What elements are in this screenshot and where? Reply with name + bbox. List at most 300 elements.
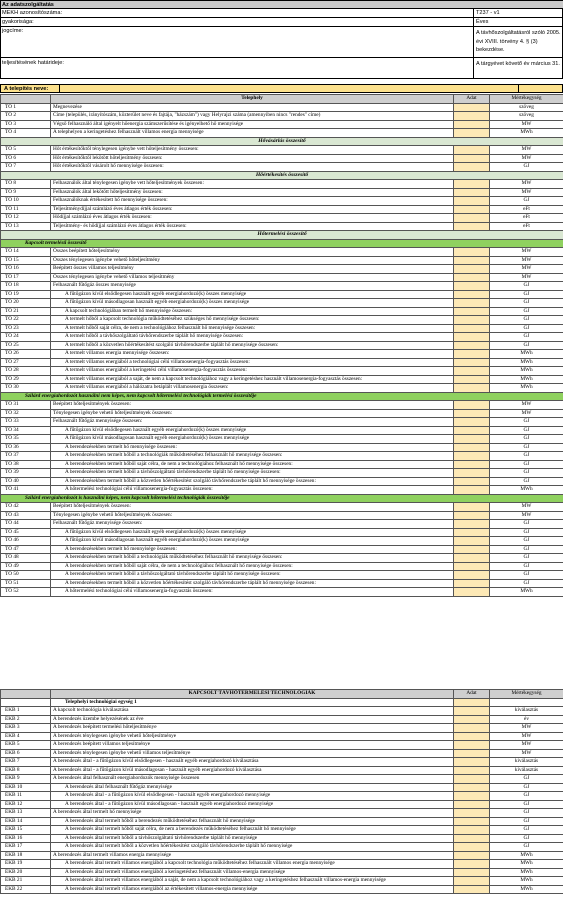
table-row — [1, 817, 563, 826]
row-description: A fűtőgázon kívül elsődlegesen használt egyéb energiahordozó(k) összes mennyisége — [51, 290, 454, 299]
table-row — [1, 112, 563, 121]
row-unit: MWh — [490, 860, 563, 869]
header-label: gyakorisága: — [2, 19, 34, 25]
row-description: A berendezésekben termelt hőből a közvetlen hőértékesítést szolgáló távhőrendszerbe táplált hő mennyisége összesen: — [51, 579, 454, 588]
row-description: A berendezés által termelt hőből a távhőszolgáltató távhőrendszerbe táplált hő mennyisége — [51, 834, 454, 843]
row-code: TÖ 37 — [1, 452, 51, 461]
column-header-title: KAPCSOLT TÁVHŐTERMELÉSI TECHNOLÓGIÁK — [51, 690, 454, 699]
row-unit: GJ — [490, 520, 563, 529]
row-unit: MW — [490, 120, 563, 129]
row-unit: GJ — [490, 460, 563, 469]
row-code: TÖ 30 — [1, 384, 51, 393]
table-row — [1, 163, 563, 172]
subsection-title: Kapcsolt termelésű összesítő — [1, 239, 563, 248]
row-unit: MW — [490, 732, 563, 741]
row-code: TÖ 16 — [1, 265, 51, 274]
row-unit: GJ — [490, 783, 563, 792]
table-row — [1, 180, 563, 189]
row-unit: MW — [490, 273, 563, 282]
row-unit: GJ — [490, 537, 563, 546]
row-data-input[interactable] — [454, 418, 490, 427]
row-data-input[interactable] — [454, 401, 490, 410]
row-data-input[interactable] — [454, 273, 490, 282]
row-description: Felhasználóknak értékesített hő mennyisége összesen: — [51, 197, 454, 206]
row-code: TÖ 22 — [1, 316, 51, 325]
table-row — [1, 783, 563, 792]
table-row — [1, 843, 563, 852]
row-description: Hőt értékesítőktől lekötött hőteljesítmény összesen: — [51, 154, 454, 163]
row-data-input[interactable] — [454, 426, 490, 435]
row-description: A termelt villamos energia mennyisége összesen: — [51, 350, 454, 359]
table-row — [1, 528, 563, 537]
row-data-input[interactable] — [454, 749, 490, 758]
row-data-input[interactable] — [454, 868, 490, 877]
row-code: TÖ 3 — [1, 120, 51, 129]
row-code: TÖ 6 — [1, 154, 51, 163]
row-description: A fűtőgázon kívül másodlagosan használt egyéb energiahordozó(k) összes mennyisége — [51, 299, 454, 308]
row-unit: MW — [490, 248, 563, 257]
row-data-input[interactable] — [454, 877, 490, 886]
row-description: A kapcsolt technológiában termelt hő mennyisége összesen: — [51, 307, 454, 316]
row-description: A termelt villamos energiából a technológiai célú villamosenergia-fogyasztás összesen: — [51, 358, 454, 367]
row-description: A fűtőgázon kívül elsődlegesen használt egyéb energiahordozó(k) összes mennyisége — [51, 426, 454, 435]
section-title: Hővásárlás összesítő — [1, 137, 563, 146]
row-data-input[interactable] — [454, 826, 490, 835]
row-code: TÖ 25 — [1, 341, 51, 350]
row-data-input[interactable] — [454, 452, 490, 461]
row-description: A berendezés által termelt hőből saját célra, de nem a berendezés működtetéséhez felhasznált hő mennyisége — [51, 826, 454, 835]
table-row — [1, 426, 563, 435]
table-row — [1, 188, 563, 197]
row-unit: GJ — [490, 562, 563, 571]
row-unit: GJ — [490, 163, 563, 172]
row-data-input[interactable] — [454, 324, 490, 333]
row-data-input[interactable] — [454, 809, 490, 818]
row-code: ÉKB 3 — [1, 724, 51, 733]
row-unit: MW — [490, 724, 563, 733]
table-row — [1, 545, 563, 554]
row-data-input[interactable] — [454, 843, 490, 852]
row-code: TÖ 52 — [1, 588, 51, 597]
row-description: Felhasznált fűtőgáz mennyisége összesen: — [51, 418, 454, 427]
row-code: TÖ 27 — [1, 358, 51, 367]
row-unit: MW — [490, 503, 563, 512]
row-unit: GJ — [490, 435, 563, 444]
row-unit: GJ — [490, 809, 563, 818]
row-description: A termelt villamos energiából a hálózatra betáplált villamosenergia összesen: — [51, 384, 454, 393]
row-code: TÖ 10 — [1, 197, 51, 206]
table-row — [1, 758, 563, 767]
row-data-input[interactable] — [454, 290, 490, 299]
row-data-input[interactable] — [454, 256, 490, 265]
row-data-input[interactable] — [454, 851, 490, 860]
row-data-input[interactable] — [454, 520, 490, 529]
row-code: ÉKB 18 — [1, 851, 51, 860]
table-row — [1, 503, 563, 512]
row-code: TÖ 18 — [1, 282, 51, 291]
row-code: TÖ 48 — [1, 554, 51, 563]
row-code: TÖ 28 — [1, 367, 51, 376]
row-data-input[interactable] — [454, 248, 490, 257]
table-row — [1, 554, 563, 563]
row-code: TÖ 34 — [1, 426, 51, 435]
row-data-input[interactable] — [454, 197, 490, 206]
row-unit: GJ — [490, 579, 563, 588]
row-description: Beépített hőteljesítmények összesen: — [51, 401, 454, 410]
row-data-input[interactable] — [454, 409, 490, 418]
row-data-input[interactable] — [454, 817, 490, 826]
row-unit: GJ — [490, 817, 563, 826]
row-unit: GJ — [490, 554, 563, 563]
row-code: TÖ 33 — [1, 418, 51, 427]
column-header-code — [1, 95, 51, 104]
row-description: A berendezésekben termelt hő mennyisége összesen: — [51, 545, 454, 554]
row-data-input[interactable] — [454, 707, 490, 716]
row-data-input[interactable] — [454, 562, 490, 571]
row-data-input[interactable] — [454, 860, 490, 869]
row-code: TÖ 19 — [1, 290, 51, 299]
row-unit: GJ — [490, 571, 563, 580]
table-row — [1, 350, 563, 359]
row-unit: kiválasztás — [490, 766, 563, 775]
row-code: ÉKB 8 — [1, 766, 51, 775]
table-row — [1, 358, 563, 367]
header-row — [1, 58, 563, 79]
row-code: ÉKB 5 — [1, 741, 51, 750]
row-code: TÖ 46 — [1, 537, 51, 546]
table-row — [1, 367, 563, 376]
unit-header-unit — [490, 698, 563, 707]
row-code: TÖ 49 — [1, 562, 51, 571]
row-data-input[interactable] — [454, 154, 490, 163]
row-data-input[interactable] — [454, 341, 490, 350]
row-unit: év — [490, 715, 563, 724]
row-data-input[interactable] — [454, 885, 490, 894]
table-row — [1, 435, 563, 444]
row-data-input[interactable] — [454, 579, 490, 588]
row-data-input[interactable] — [454, 120, 490, 129]
table-row — [1, 375, 563, 384]
row-code: TÖ 40 — [1, 477, 51, 486]
row-data-input[interactable] — [454, 129, 490, 138]
row-unit: MWh — [490, 885, 563, 894]
header-title: Az adatszolgáltatás — [1, 1, 563, 9]
row-code: TÖ 15 — [1, 256, 51, 265]
table-row — [1, 409, 563, 418]
column-header-title: Telephely — [51, 95, 454, 104]
unit-header-blank — [1, 698, 51, 707]
row-code: TÖ 50 — [1, 571, 51, 580]
table-row — [1, 537, 563, 546]
row-description: A hőtermelési technológiai célú villamosenergia-fogyasztás összesen: — [51, 588, 454, 597]
row-data-input[interactable] — [454, 783, 490, 792]
row-description: Felhasználók által ténylegesen igénybe vett hőteljesítmények összesen: — [51, 180, 454, 189]
row-data-input[interactable] — [454, 511, 490, 520]
row-data-input[interactable] — [454, 554, 490, 563]
row-description: Összes beépített hőteljesítmény — [51, 248, 454, 257]
column-header-row — [1, 95, 563, 104]
row-data-input[interactable] — [454, 758, 490, 767]
row-description: A berendezésekben termelt hőből a távhőszolgáltató távhőrendszerbe táplált hő mennyisége összesen: — [51, 571, 454, 580]
row-description: A fűtőgázon kívül másodlagosan használt egyéb energiahordozó(k) összes mennyisége — [51, 537, 454, 546]
row-unit: GJ — [490, 299, 563, 308]
table-row — [1, 316, 563, 325]
row-description: Címe (település, irányítószám, közterület neve és fajtája, "házszám") vagy Helyrajzi száma (amennyiben nincs "rendes" címe) — [51, 112, 454, 121]
header-label: MEKH azonosítószáma: — [2, 10, 63, 16]
table-row — [1, 715, 563, 724]
subsection-header — [1, 494, 563, 503]
row-description: A berendezés által termelt hő mennyisége — [51, 809, 454, 818]
row-code: TÖ 51 — [1, 579, 51, 588]
row-data-input[interactable] — [454, 486, 490, 495]
row-unit: GJ — [490, 834, 563, 843]
row-data-input[interactable] — [454, 146, 490, 155]
site-name-input[interactable] — [59, 85, 519, 92]
row-data-input[interactable] — [454, 222, 490, 231]
table-row — [1, 579, 563, 588]
row-description: A berendezésekben termelt hőből a távhőszolgáltató távhőrendszerbe táplált hő mennyisége összesen: — [51, 469, 454, 478]
row-data-input[interactable] — [454, 333, 490, 342]
table-row — [1, 146, 563, 155]
site-name-row — [0, 84, 563, 93]
column-header-unit: Mértékegység — [490, 95, 563, 104]
header-row — [1, 18, 563, 27]
row-data-input[interactable] — [454, 350, 490, 359]
table-row — [1, 732, 563, 741]
row-data-input[interactable] — [454, 316, 490, 325]
row-code: TÖ 9 — [1, 188, 51, 197]
header-value: T237 - v1 — [473, 9, 563, 18]
table-row — [1, 749, 563, 758]
row-description: A fűtőgázon kívül másodlagosan használt egyéb energiahordozó(k) összes mennyisége — [51, 435, 454, 444]
row-code: TÖ 42 — [1, 503, 51, 512]
row-unit: MW — [490, 401, 563, 410]
row-data-input[interactable] — [454, 571, 490, 580]
row-data-input[interactable] — [454, 103, 490, 112]
table-row — [1, 724, 563, 733]
row-unit: GJ — [490, 282, 563, 291]
table-row — [1, 197, 563, 206]
row-description: Felhasználók által lekötött hőteljesítmény összesen: — [51, 188, 454, 197]
row-unit: MWh — [490, 486, 563, 495]
row-code: ÉKB 17 — [1, 843, 51, 852]
header-label: teljesítésének határideje: — [2, 60, 64, 66]
table-row — [1, 477, 563, 486]
table-row — [1, 341, 563, 350]
row-unit: MW — [490, 256, 563, 265]
row-data-input[interactable] — [454, 443, 490, 452]
row-description: Hőt értékesítőktől ténylegesen igénybe vett hőteljesítmény összesen: — [51, 146, 454, 155]
table-row — [1, 222, 563, 231]
row-data-input[interactable] — [454, 358, 490, 367]
row-unit: MWh — [490, 129, 563, 138]
row-unit: MWh — [490, 851, 563, 860]
row-unit: GJ — [490, 290, 563, 299]
row-code: TÖ 17 — [1, 273, 51, 282]
table-row — [1, 775, 563, 784]
row-code: ÉKB 6 — [1, 749, 51, 758]
row-description: Felhasznált fűtőgáz mennyisége összesen: — [51, 520, 454, 529]
table-row — [1, 868, 563, 877]
row-code: TÖ 7 — [1, 163, 51, 172]
row-unit: MWh — [490, 868, 563, 877]
table-row — [1, 273, 563, 282]
table-row — [1, 741, 563, 750]
row-data-input[interactable] — [454, 715, 490, 724]
row-description: Teljesítménydíjjal számlázó éves átlagos érték összesen: — [51, 205, 454, 214]
row-description: A berendezés által termelt hőből a berendezés működtetéséhez felhasznált hő mennyisége — [51, 817, 454, 826]
row-unit: eFt — [490, 205, 563, 214]
row-unit: GJ — [490, 341, 563, 350]
row-description: Összes ténylegesen igénybe vehető villamos teljesítmény — [51, 273, 454, 282]
section-header — [1, 137, 563, 146]
row-data-input[interactable] — [454, 834, 490, 843]
row-description: Ténylegesen igénybe vehető hőteljesítmények összesen: — [51, 511, 454, 520]
row-description: Ténylegesen igénybe vehető hőteljesítmények összesen: — [51, 409, 454, 418]
row-description: A hőtermelési technológiai célú villamosenergia-fogyasztás összesen: — [51, 486, 454, 495]
table-row — [1, 460, 563, 469]
row-unit: GJ — [490, 452, 563, 461]
table-row — [1, 418, 563, 427]
row-description: A berendezésekben termelt hőből saját célra, de nem a technológiához felhasznált hő mennyisége összesen: — [51, 562, 454, 571]
unit-header-title: Telephelyi technológiai egység 1 — [51, 698, 454, 707]
row-description: A berendezés által termelt hőből a közvetlen hőértékesítést szolgáló távhőrendszerbe táplált hő mennyisége — [51, 843, 454, 852]
row-data-input[interactable] — [454, 503, 490, 512]
row-description: A berendezés által termelt villamos energiából az értékesített villamos-energia mennyisége — [51, 885, 454, 894]
row-data-input[interactable] — [454, 435, 490, 444]
table-row — [1, 809, 563, 818]
row-code: TÖ 11 — [1, 205, 51, 214]
row-description: A berendezésekben termelt hőből a technológiák működtetéséhez felhasznált hő mennyisége összesen: — [51, 554, 454, 563]
row-unit: GJ — [490, 800, 563, 809]
table-row — [1, 588, 563, 597]
row-data-input[interactable] — [454, 112, 490, 121]
row-unit: MWh — [490, 877, 563, 886]
row-unit: GJ — [490, 775, 563, 784]
row-unit: MW — [490, 188, 563, 197]
row-unit: MWh — [490, 367, 563, 376]
row-unit: GJ — [490, 843, 563, 852]
row-data-input[interactable] — [454, 307, 490, 316]
table-row — [1, 384, 563, 393]
column-header-adat: Adat — [454, 690, 490, 699]
row-data-input[interactable] — [454, 537, 490, 546]
row-data-input[interactable] — [454, 384, 490, 393]
table-row — [1, 511, 563, 520]
row-description: A berendezés ténylegesen igénybe vehető hőteljesítménye — [51, 732, 454, 741]
table-row — [1, 307, 563, 316]
row-data-input[interactable] — [454, 188, 490, 197]
row-data-input[interactable] — [454, 214, 490, 223]
row-code: ÉKB 11 — [1, 792, 51, 801]
row-description: Felhasznált fűtőgáz összes mennyisége — [51, 282, 454, 291]
row-description: A berendezés által termelt villamos energia mennyisége — [51, 851, 454, 860]
row-unit: GJ — [490, 333, 563, 342]
row-description: A berendezés által felhasznált energiahordozók mennyisége összesen — [51, 775, 454, 784]
row-code: ÉKB 9 — [1, 775, 51, 784]
row-code: TÖ 41 — [1, 486, 51, 495]
table-row — [1, 792, 563, 801]
row-description: A berendezés beépített villamos teljesítménye — [51, 741, 454, 750]
row-description: A berendezés által termelt villamos energiából a keringetéshez felhasznált villamos-energia mennyisége — [51, 868, 454, 877]
row-description: Végső felhasználó által igényelt hőenergia számszerűsítése és igényelhető hő mennyisége — [51, 120, 454, 129]
row-code: TÖ 39 — [1, 469, 51, 478]
row-description: A berendezésekben termelt hőből saját célra, de nem a technológiához felhasznált hő mennyisége összesen: — [51, 460, 454, 469]
row-data-input[interactable] — [454, 375, 490, 384]
row-description: Megnevezése — [51, 103, 454, 112]
row-data-input[interactable] — [454, 545, 490, 554]
row-code: TÖ 35 — [1, 435, 51, 444]
row-code: TÖ 43 — [1, 511, 51, 520]
row-unit: MW — [490, 146, 563, 155]
row-data-input[interactable] — [454, 299, 490, 308]
table-row — [1, 800, 563, 809]
row-data-input[interactable] — [454, 724, 490, 733]
row-data-input[interactable] — [454, 766, 490, 775]
row-unit: GJ — [490, 792, 563, 801]
row-data-input[interactable] — [454, 588, 490, 597]
row-description: Hőt értékesítőktől vásárolt hő mennyisége összesen: — [51, 163, 454, 172]
unit-header — [1, 698, 563, 707]
table-row — [1, 707, 563, 716]
table-row — [1, 486, 563, 495]
row-unit: MW — [490, 741, 563, 750]
row-code: ÉKB 19 — [1, 860, 51, 869]
subsection-header — [1, 239, 563, 248]
row-data-input[interactable] — [454, 469, 490, 478]
row-data-input[interactable] — [454, 205, 490, 214]
row-code: ÉKB 1 — [1, 707, 51, 716]
row-data-input[interactable] — [454, 528, 490, 537]
row-code: ÉKB 15 — [1, 826, 51, 835]
row-data-input[interactable] — [454, 732, 490, 741]
table-row — [1, 834, 563, 843]
row-description: A termelt hőből a közvetlen hőértékesítést szolgáló távhőrendszerbe táplált hő mennyisége összesen: — [51, 341, 454, 350]
row-data-input[interactable] — [454, 775, 490, 784]
header-block — [0, 0, 563, 79]
row-description: A termelt villamos energiából a saját, de nem a kapcsolt technológiához vagy a keringetéshez használt villamosenergia-fogyasztás összesen: — [51, 375, 454, 384]
table-row — [1, 851, 563, 860]
row-description: A termelt hőből a kapcsolt technológia működtetéséhez szükséges hő mennyisége összesen: — [51, 316, 454, 325]
table-row — [1, 282, 563, 291]
header-value: A távhőszolgáltatásról szóló 2005. évi XVIII. törvény 4. § (3) bekezdése. — [473, 27, 563, 58]
subsection-header — [1, 392, 563, 401]
row-data-input[interactable] — [454, 800, 490, 809]
row-unit: MWh — [490, 588, 563, 597]
row-data-input[interactable] — [454, 163, 490, 172]
row-data-input[interactable] — [454, 741, 490, 750]
row-unit: MWh — [490, 375, 563, 384]
section-header — [1, 231, 563, 240]
header-row — [1, 27, 563, 58]
row-data-input[interactable] — [454, 180, 490, 189]
row-data-input[interactable] — [454, 367, 490, 376]
row-data-input[interactable] — [454, 792, 490, 801]
row-data-input[interactable] — [454, 477, 490, 486]
table-row — [1, 299, 563, 308]
section-header — [1, 171, 563, 180]
row-unit: GJ — [490, 477, 563, 486]
cogeneration-table — [0, 689, 563, 894]
row-data-input[interactable] — [454, 265, 490, 274]
row-code: TÖ 24 — [1, 333, 51, 342]
table-row — [1, 860, 563, 869]
row-code: TÖ 14 — [1, 248, 51, 257]
row-unit: MW — [490, 749, 563, 758]
row-code: TÖ 20 — [1, 299, 51, 308]
row-data-input[interactable] — [454, 460, 490, 469]
row-data-input[interactable] — [454, 282, 490, 291]
